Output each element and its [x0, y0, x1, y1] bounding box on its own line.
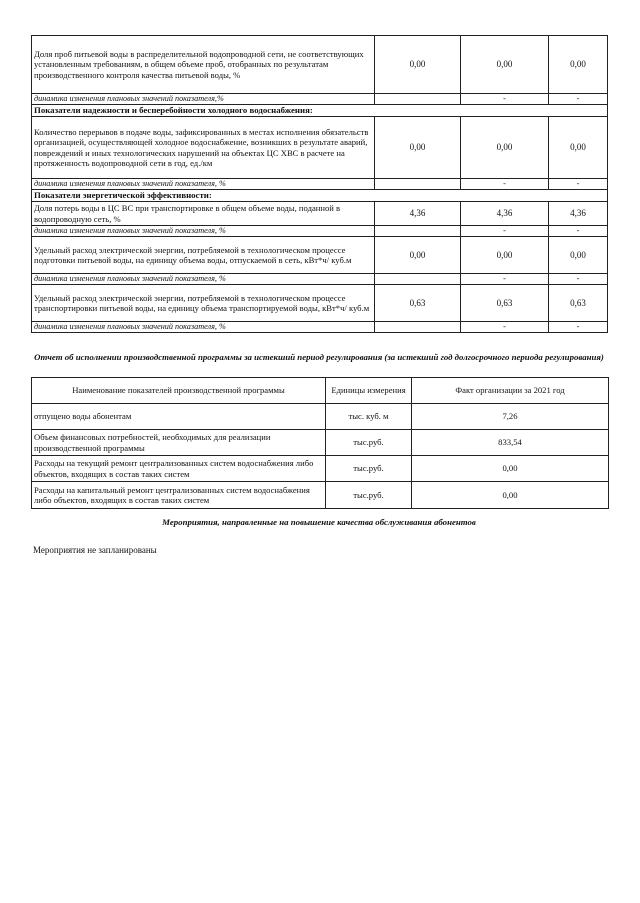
dynamics-value: - [549, 179, 608, 190]
column-header: Наименование показателей производственной программы [32, 378, 326, 404]
unit-cell: тыс.руб. [326, 482, 412, 509]
dynamics-value [375, 226, 461, 237]
table-row [32, 202, 608, 226]
dynamics-label: динамика изменения плановых значений показателя,% [32, 94, 375, 105]
indicator-value: 0,00 [549, 237, 608, 274]
table-row [32, 94, 608, 105]
indicator-name: Расходы на текущий ремонт централизованных систем водоснабжения либо объектов, входящих в состав таких систем [32, 456, 326, 482]
unit-cell: тыс.руб. [326, 430, 412, 456]
indicator-name: отпущено воды абонентам [32, 404, 326, 430]
table-row [32, 456, 609, 482]
table-row [32, 285, 608, 322]
program-report-table [31, 377, 609, 509]
table-row [32, 322, 608, 333]
indicator-value: 0,00 [461, 237, 549, 274]
indicator-label: Удельный расход электрической энергии, потребляемой в технологическом процессе транспортировки питьевой воды, на единицу объема транспортируемой воды, кВт*ч/ куб.м [32, 285, 375, 322]
dynamics-value [375, 322, 461, 333]
dynamics-value: - [549, 226, 608, 237]
value-cell: 0,00 [412, 482, 609, 509]
dynamics-value: - [461, 94, 549, 105]
dynamics-value [375, 94, 461, 105]
unit-cell: тыс.руб. [326, 456, 412, 482]
dynamics-value: - [461, 322, 549, 333]
indicator-name: Расходы на капитальный ремонт централизованных систем водоснабжения либо объектов, входящих в состав таких систем [32, 482, 326, 509]
table-row [32, 190, 608, 202]
section-heading: Показатели надежности и бесперебойности холодного водоснабжения: [32, 105, 608, 117]
indicator-value: 0,00 [549, 117, 608, 179]
value-cell: 833,54 [412, 430, 609, 456]
measures-note: Мероприятия не запланированы [33, 545, 157, 555]
indicator-label: Удельный расход электрической энергии, потребляемой в технологическом процессе подготовки питьевой воды, на единицу объема воды, отпускаемой в сеть, кВт*ч/ куб.м [32, 237, 375, 274]
unit-cell: тыс. куб. м [326, 404, 412, 430]
value-cell: 0,00 [412, 456, 609, 482]
indicator-value: 0,00 [461, 36, 549, 94]
indicator-value: 4,36 [461, 202, 549, 226]
table-row [32, 237, 608, 274]
indicator-value: 0,63 [549, 285, 608, 322]
indicator-value: 0,00 [549, 36, 608, 94]
indicator-value: 0,00 [375, 36, 461, 94]
indicator-label: Количество перерывов в подаче воды, зафиксированных в местах исполнения обязательств организацией, осуществляющей холодное водоснабжение, возникших в результате аварий, повреждений и иных технологических нарушений на объектах ЦС ХВС в расчете на протяженность водопроводной сети в год, ед./км [32, 117, 375, 179]
indicators-table [31, 35, 608, 333]
dynamics-value: - [461, 274, 549, 285]
table-row [32, 430, 609, 456]
dynamics-label: динамика изменения плановых значений показателя, % [32, 274, 375, 285]
dynamics-value: - [549, 94, 608, 105]
indicator-value: 0,00 [375, 237, 461, 274]
dynamics-value: - [461, 226, 549, 237]
table-row [32, 36, 608, 94]
indicator-name: Объем финансовых потребностей, необходимых для реализации производственной программы [32, 430, 326, 456]
indicator-value: 0,63 [375, 285, 461, 322]
value-cell: 7,26 [412, 404, 609, 430]
dynamics-label: динамика изменения плановых значений показателя, % [32, 226, 375, 237]
measures-heading: Мероприятия, направленные на повышение качества обслуживания абонентов [162, 517, 476, 527]
dynamics-value: - [461, 179, 549, 190]
report-heading: Отчет об исполнении производственной программы за истекший период регулирования (за истекший год долгосрочного периода регулирования) [34, 352, 604, 362]
column-header: Единицы измерения [326, 378, 412, 404]
table-row [32, 404, 609, 430]
dynamics-label: динамика изменения плановых значений показателя, % [32, 322, 375, 333]
table-row [32, 105, 608, 117]
table-row [32, 226, 608, 237]
table-row [32, 117, 608, 179]
dynamics-value [375, 274, 461, 285]
table-row [32, 274, 608, 285]
indicator-value: 4,36 [549, 202, 608, 226]
indicator-value: 0,63 [461, 285, 549, 322]
table-row [32, 179, 608, 190]
dynamics-label: динамика изменения плановых значений показателя, % [32, 179, 375, 190]
indicator-value: 0,00 [375, 117, 461, 179]
section-heading: Показатели энергетической эффективности: [32, 190, 608, 202]
indicator-value: 4,36 [375, 202, 461, 226]
column-header: Факт организации за 2021 год [412, 378, 609, 404]
table-row [32, 482, 609, 509]
indicator-label: Доля проб питьевой воды в распределительной водопроводной сети, не соответствующих установленным требованиям, в общем объеме проб, отобранных по результатам производственного контроля качества питьевой воды, % [32, 36, 375, 94]
indicator-label: Доля потерь воды в ЦС ВС при транспортировке в общем объеме воды, поданной в водопроводную сеть, % [32, 202, 375, 226]
indicator-value: 0,00 [461, 117, 549, 179]
table-header-row [32, 378, 609, 404]
dynamics-value: - [549, 322, 608, 333]
dynamics-value: - [549, 274, 608, 285]
dynamics-value [375, 179, 461, 190]
